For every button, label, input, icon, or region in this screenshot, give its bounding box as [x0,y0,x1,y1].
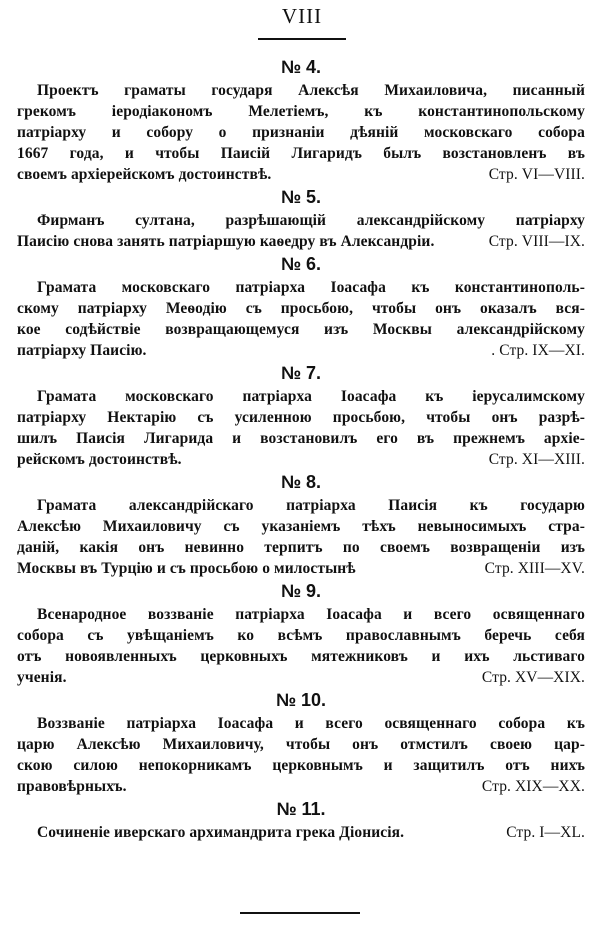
toc-entry [17,470,585,579]
entry-text-line: 1667 года, и чтобы Паисій Лигаридъ былъ возстановленъ въ [17,145,585,162]
entry-text-line: Грамата александрійскаго патріарха Паисія къ государю [37,497,585,514]
entry-number: № 4. [280,57,322,77]
page-number: VIII [281,4,323,28]
entry-text-line: царю Алексѣю Михаиловичу, чтобы онъ отмстилъ своею цар- [17,736,585,753]
entry-text-line: даній, какія онъ невинно терпитъ по своемъ возвращеніи изъ [17,539,585,556]
entry-text-line: Грамата московскаго патріарха Іоасафа къ константинополь- [37,279,585,296]
entry-text-line: Грамата московскаго патріарха Іоасафа къ іерусалимскому [37,388,585,405]
entry-last-line [17,822,585,843]
entry-last-line [17,340,585,361]
toc-entry [17,688,585,797]
toc-entry [17,361,585,470]
entry-text-line: Паисію снова занять патріаршую каѳедру въ Александріи. [17,233,435,250]
entry-number: № 5. [280,187,322,207]
entry-text-line: Сочиненіе иверскаго архимандрита грека Діонисія. [37,824,405,841]
entry-number: № 7. [280,363,322,383]
entry-text-line: правовѣрныхъ. [17,778,127,795]
entry-last-line [17,449,585,470]
entry-last-line [17,558,585,579]
entry-number: № 6. [280,254,322,274]
page-reference: Стр. XIX—XX. [481,778,585,795]
entry-text-line: собора съ увѣщаніемъ ко всѣмъ православнымъ беречь себя [17,627,585,644]
entry-text-line: кое содѣйствіе возвращающемуся изъ Москвы александрійскому [17,321,585,338]
entry-text-line: патріарху Нектарію съ усиленною просьбою, чтобы онъ разрѣ- [17,409,585,426]
entry-text-line: рейскомъ достоинствѣ. [17,451,182,468]
entry-last-line [17,776,585,797]
entry-text-line: патріарху и собору о признаніи дѣяній московскаго собора [17,124,585,141]
entry-last-line [17,164,585,185]
page-reference: . Стр. IX—XI. [491,342,585,359]
entry-last-line [17,231,585,252]
entry-text-line: Всенародное воззваніе патріарха Іоасафа и всего освященнаго [37,606,585,623]
entry-text-line: своемъ архіерейскомъ достоинствѣ. [17,166,272,183]
page-reference: Стр. XI—XIII. [488,451,585,468]
top-divider [258,38,346,40]
entry-text-line: скою силою непокорникамъ церковнымъ и защитилъ отъ нихъ [17,757,585,774]
page-reference: Стр. XIII—XV. [484,560,585,577]
entry-number: № 11. [276,799,326,819]
entry-text-line: Алексѣю Михаиловичу съ указаніемъ тѣхъ невыносимыхъ стра- [17,518,585,535]
page-reference: Стр. VI—VIII. [488,166,585,183]
table-of-contents [17,55,585,843]
entry-text-line: грекомъ іеродіакономъ Мелетіемъ, къ константинопольскому [17,103,585,120]
entry-number: № 9. [280,581,322,601]
entry-text-line: ученія. [17,669,67,686]
page-reference: Стр. XV—XIX. [481,669,585,686]
toc-entry [17,797,585,843]
toc-entry [17,252,585,361]
entry-number: № 10. [275,690,327,710]
toc-entry [17,55,585,185]
entry-text-line: Воззваніе патріарха Іоасафа и всего освященнаго собора къ [37,715,585,732]
entry-number: № 8. [280,472,322,492]
entry-text-line: отъ новоявленныхъ церковныхъ мятежниковъ и ихъ льстиваго [17,648,585,665]
entry-text-line: Фирманъ султана, разрѣшающій александрійскому патріарху [37,212,585,229]
page-reference: Стр. I—XL. [506,824,585,841]
entry-last-line [17,667,585,688]
page-reference: Стр. VIII—IX. [488,233,585,250]
entry-text-line: Москвы въ Турцію и съ просьбою о милостынѣ [17,560,356,577]
toc-entry [17,579,585,688]
bottom-divider [240,912,360,914]
entry-text-line: патріарху Паисію. [17,342,147,359]
entry-text-line: скому патріарху Меѳодію съ просьбою, чтобы онъ оказалъ вся- [17,300,585,317]
entry-text-line: шилъ Паисія Лигарида и возстановилъ его въ прежнемъ архіе- [17,430,585,447]
toc-entry [17,185,585,252]
entry-text-line: Проектъ граматы государя Алексѣя Михаиловича, писанный [37,82,585,99]
